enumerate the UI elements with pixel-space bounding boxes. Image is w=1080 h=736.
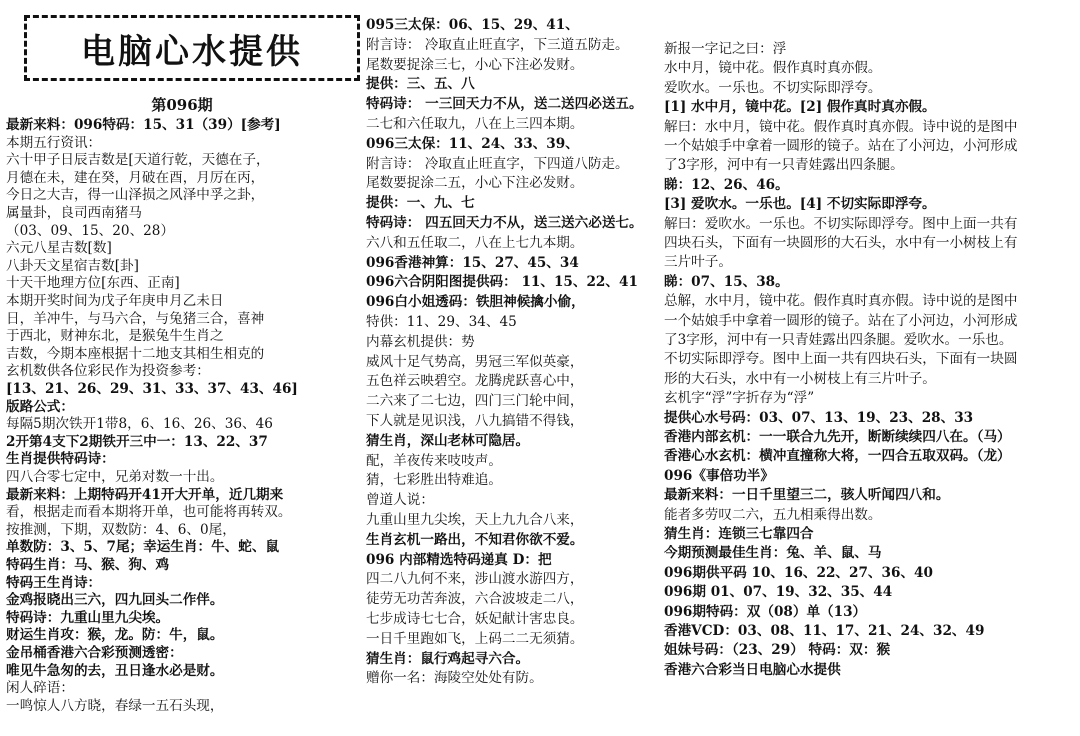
col3-line: 猜生肖：连锁三七靠四合 <box>664 526 814 542</box>
col1-line: 金鸡报晓出三六，四九回头二作伴。 <box>6 592 224 609</box>
col2-line: 威风十足气势高，男冠三军似英豪， <box>366 353 584 370</box>
right-column <box>664 0 1074 736</box>
col2-line: 096三太保：11、24、33、39、 <box>366 135 579 152</box>
col3-line: 形的大石头，水中有一小树枝上有三片叶子。 <box>664 370 936 387</box>
col3-line: 解曰：水中月，镜中花。假作真时真亦假。诗中说的是图中 <box>664 118 1018 135</box>
issue-number: 第096期 <box>151 96 213 114</box>
col1-line: 最新来料：096特码：15、31（39）[参考] <box>6 117 281 133</box>
col3-line: 水中月，镜中花。假作真时真亦假。 <box>664 60 882 77</box>
col2-line: 096 内部精选特码递真 D：把 <box>366 551 552 568</box>
col2-line: 生肖玄机一路出，不知君你欲不爱。 <box>366 531 584 548</box>
col1-line: 每隔5期次铁开1带8，6、16、26、36、46 <box>6 416 273 433</box>
col3-line: 今期预测最佳生肖：兔、羊、鼠、马 <box>664 545 882 562</box>
col2-line: 096白小姐透码：铁胆神候擒小偷， <box>366 294 585 311</box>
col2-line: 特供：11、29、34、45 <box>366 314 517 330</box>
col1-line: 金吊桶香港六合彩预测透密： <box>6 645 183 661</box>
col1-line: 闲人碎语： <box>6 680 74 697</box>
col2-line: 096六合阴阳图提供码： 11、15、22、41 <box>366 274 638 291</box>
col1-line: 生肖提供特码诗： <box>6 451 115 468</box>
col1-line: 十天干地理方位[东西、正南] <box>6 275 180 292</box>
col3-line: 四块石头，下面有一块圆形的大石头，水中有一小树枝上有 <box>664 235 1018 251</box>
col1-line: 按推测，下期，双数防：4、6、0尾， <box>6 521 236 538</box>
col3-line: 玄机字“浮”字折存为“浮” <box>664 390 815 407</box>
col2-line: 徒劳无功苦奔波，六合波坡走二八， <box>366 591 584 608</box>
col3-line: 不切实际即浮夸。图中上面一共有四块石头，下面有一块圆 <box>664 351 1018 368</box>
col1-line: 玄机数供各位彩民作为投资参考： <box>6 363 210 380</box>
col1-line: 吉数，今期本座根据十二地支其相生相克的 <box>6 345 265 362</box>
col2-line: 二六来了二七边，四门三门轮中间， <box>366 393 584 410</box>
col2-line: 五色祥云映碧空。龙腾虎跃喜心中， <box>366 373 584 390</box>
col2-line: 配，羊夜传来吱吱声。 <box>366 452 502 469</box>
col2-line: 尾数要捉涂三七，小心下注必发财。 <box>366 56 584 73</box>
col1-line: 版路公式： <box>6 398 74 415</box>
col1-line: 属量卦，良司西南猪马 <box>6 205 142 221</box>
col1-line: 八卦天文星宿吉数[卦] <box>6 257 139 274</box>
col3-line: 爱吹水。一乐也。不切实际即浮夸。 <box>664 79 882 96</box>
col2-line: 提供：一、九、七 <box>366 195 475 212</box>
col2-line: 下人就是见识浅，八九搞错不得钱， <box>366 413 584 429</box>
col1-line: 本期五行资讯： <box>6 134 102 151</box>
col3-line: 一个姑娘手中拿着一圆形的镜子。站在了小河边，小河形成 <box>664 312 1018 329</box>
page-title: 电脑心水提供 <box>81 32 303 72</box>
middle-column <box>366 0 656 736</box>
title-box <box>24 15 360 81</box>
col3-line: 睇：12、26、46。 <box>664 176 789 193</box>
col1-line: [13、21、26、29、31、33、37、43、46] <box>6 381 298 397</box>
col2-line: 095三太保：06、15、29、41、 <box>366 17 579 33</box>
col2-line: 九重山里九尖埃，天上九九合八来， <box>366 512 584 528</box>
col2-line: 特码诗： 四五回天力不从，送三送六必送七。 <box>366 215 643 231</box>
col3-line: 提供心水号码：03、07、13、19、23、28、33 <box>664 409 974 426</box>
col3-line: 姐妹号码：（23、29） 特码：双：猴 <box>664 642 891 659</box>
col3-line: 最新来料：一日千里望三二，骇人听闻四八和。 <box>664 487 950 504</box>
col2-line: 六八和五任取二，八在上七九本期。 <box>366 234 584 251</box>
col1-line: 最新来料：上期特码开41开大开单，近几期来 <box>6 486 284 503</box>
col2-line: 七步成诗七七合，妖妃献计害忠良。 <box>366 611 584 627</box>
col1-line: 六元八星吉数[数] <box>6 240 112 257</box>
col1-line: 单数防：3、5、7尾；幸运生肖：牛、蛇、鼠 <box>6 539 280 556</box>
col3-line: 香港VCD：03、08、11、17、21、24、32、49 <box>664 623 985 639</box>
col3-line: 096期特码：双（08）单（13） <box>664 603 867 620</box>
col1-line: 日，羊冲牛，与马六合，与兔猪三合，喜神 <box>6 310 265 327</box>
col3-line: 总解，水中月，镜中花。假作真时真亦假。诗中说的是图中 <box>664 293 1018 310</box>
col1-line: 特码生肖：马、猴、狗、鸡 <box>6 557 170 573</box>
col3-line: 香港六合彩当日电脑心水提供 <box>664 661 841 678</box>
col1-line: 今日之大吉，得一山泽损之风泽中孚之卦， <box>6 187 265 204</box>
col3-line: [1] 水中月，镜中花。[2] 假作真时真亦假。 <box>664 99 936 116</box>
col2-line: 内幕玄机提供：势 <box>366 333 475 350</box>
col2-line: 四二八九何不来，涉山渡水游四方， <box>366 571 584 588</box>
col3-line: 了3字形，河中有一只青娃露出四条腿。爱吹水。一乐也。 <box>664 332 1013 348</box>
col1-line: 唯见牛急匆的去，丑日逢水必是财。 <box>6 662 224 679</box>
col2-line: 提供：三、五、八 <box>366 76 475 93</box>
col1-line: 于西北，财神东北，是猴兔牛生肖之 <box>6 328 224 345</box>
col3-line: 096《事倍功半》 <box>664 467 774 484</box>
col3-line: 新报一字记之曰：浮 <box>664 41 787 57</box>
col3-line: [3] 爱吹水。一乐也。[4] 不切实际即浮夸。 <box>664 196 936 213</box>
col1-line: 四八合零七定中，兄弟对数一十出。 <box>6 469 224 485</box>
col3-line: 能者多劳叹二六，五九相乘得出数。 <box>664 506 882 523</box>
col1-line: （03、09、15、20、28） <box>6 222 175 239</box>
col2-line: 附言诗： 冷取直止旺直字，下四道八防走。 <box>366 155 629 172</box>
col1-line: 特码王生肖诗： <box>6 574 102 591</box>
col2-line: 二七和六任取九，八在上三四本期。 <box>366 116 584 132</box>
col1-line: 六十甲子日辰吉数是[天道行乾，天德在子， <box>6 152 270 169</box>
col3-line: 香港内部玄机：一一联合九先开，断断续续四八在。（马） <box>664 429 1011 445</box>
col2-line: 赠你一名：海陵空处处有防。 <box>366 670 543 687</box>
col2-line: 猜，七彩胜出特难追。 <box>366 472 502 489</box>
col3-line: 解曰：爱吹水。一乐也。不切实际即浮夸。图中上面一共有 <box>664 215 1018 232</box>
col3-line: 096期 01、07、19、32、35、44 <box>664 584 893 601</box>
col2-line: 猜生肖：鼠行鸡起寻六合。 <box>366 650 530 667</box>
col3-line: 香港心水玄机：横冲直撞称大将，一四合五取双码。（龙） <box>664 448 1011 465</box>
col3-line: 096期供平码 10、16、22、27、36、40 <box>664 564 933 581</box>
col3-line: 了3字形，河中有一只青娃露出四条腿。 <box>664 157 904 174</box>
col1-line: 一鸣惊人八方晓，春绿一五石头现， <box>6 697 224 714</box>
col2-line: 一日千里跑如飞，上码二二无须猜。 <box>366 630 584 647</box>
col3-line: 一个姑娘手中拿着一圆形的镜子。站在了小河边，小河形成 <box>664 138 1018 154</box>
left-column <box>6 0 358 736</box>
col1-line: 月德在未，建在癸，月破在酉，月厉在丙， <box>6 169 265 186</box>
col2-line: 尾数要捉涂二五，小心下注必发财。 <box>366 175 584 192</box>
col1-line: 本期开奖时间为戊子年庚申月乙未日 <box>6 293 224 309</box>
col3-line: 三片叶子。 <box>664 254 732 271</box>
col2-line: 猜生肖，深山老林可隐居。 <box>366 432 530 449</box>
col2-line: 特码诗： 一三回天力不从，送二送四必送五。 <box>366 96 643 113</box>
col2-line: 096香港神算：15、27、45、34 <box>366 254 579 271</box>
col1-line: 特码诗：九重山里九尖埃。 <box>6 609 170 626</box>
col1-line: 财运生肖攻：猴，龙。防：牛，鼠。 <box>6 627 224 644</box>
col1-line: 看，根据走而看本期将开单，也可能将再转双。 <box>6 504 292 521</box>
col3-line: 睇：07、15、38。 <box>664 273 789 290</box>
col2-line: 曾道人说： <box>366 492 434 509</box>
col2-line: 附言诗： 冷取直止旺直字，下三道五防走。 <box>366 36 629 53</box>
col1-line: 2开第4支下2期铁开三中一：13、22、37 <box>6 433 268 450</box>
